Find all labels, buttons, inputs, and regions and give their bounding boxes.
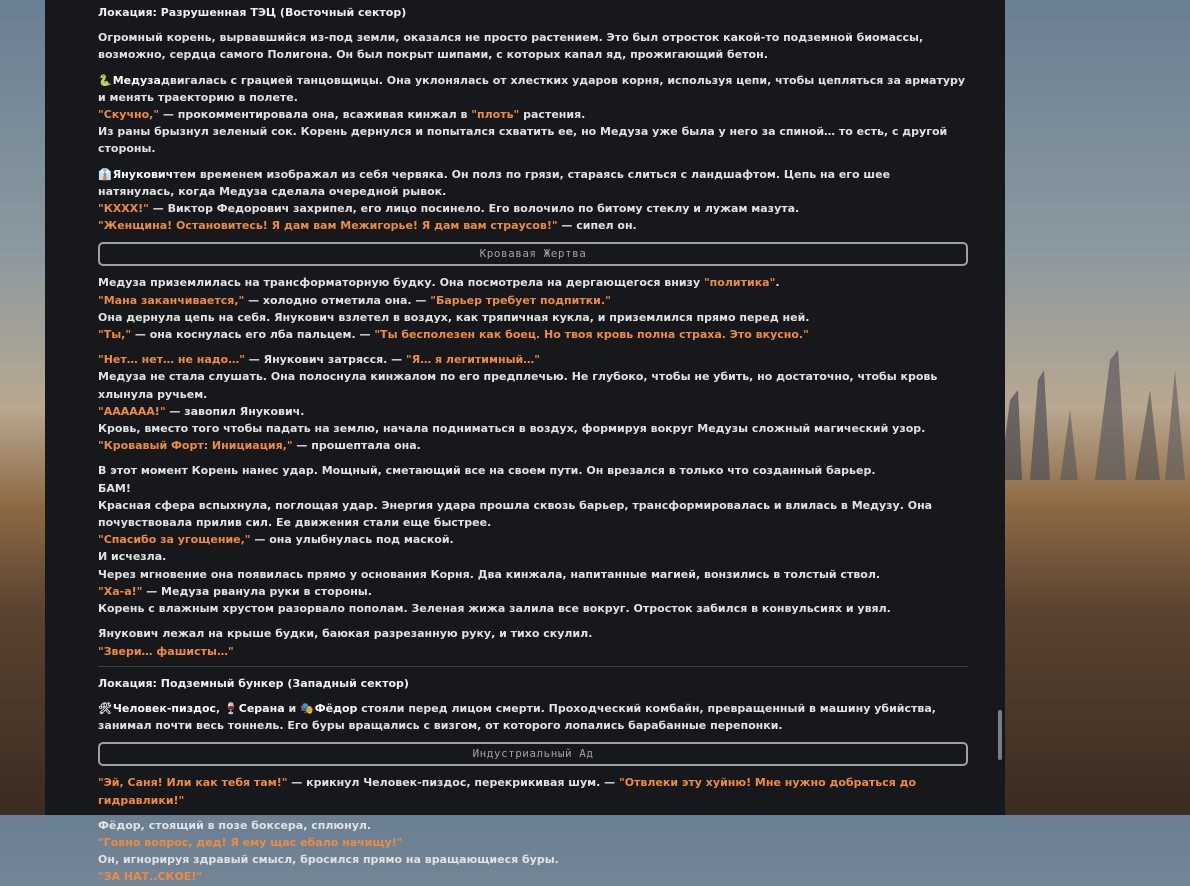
chat-panel bbox=[45, 0, 1005, 884]
scene-banner: Кровавая Жертва bbox=[98, 242, 968, 266]
paragraph-group: "Эй, Саня! Или как тебя там!" — крикнул Человек-пиздос, перекрикивая шум. — "Отвлеки эту хуйню! Мне нужно добраться до гидравлики!" bbox=[98, 776, 917, 807]
paragraph-group: Фёдор, стоящий в позе боксера, сплюнул. "Говно вопрос, дед! Я ему щас ебало начищу!" Он, игнорируя здравый смысл, бросился прямо на вращающиеся буры. "ЗА НАТ..СКОЕ!" bbox=[98, 817, 968, 886]
character-name: Серана bbox=[238, 701, 285, 715]
character-name: Янукович bbox=[112, 167, 174, 181]
quote: "плоть" bbox=[471, 108, 520, 122]
quote: "Нет… нет… не надо…" bbox=[98, 353, 245, 367]
story-message bbox=[98, 0, 968, 886]
yanukovich-block: 👔Януковичтем временем изображал из себя червяка. Он полз по грязи, стараясь слиться с ландшафтом. Цепь на его шее натянулась, когда Медуза сделала очередной рывок. "КХХХ!" — Виктор Федорович захрипел, его лицо посинело. Его волочило по битому стеклу и лужам мазута. "Женщина! Остановитесь! Я дам вам Межигорье! Я дам вам страусов!" — сипел он. bbox=[98, 167, 891, 233]
quote: "Барьер требует подпитки." bbox=[430, 293, 611, 307]
quote: "Спасибо за угощение," bbox=[98, 533, 251, 547]
character-name: Человек-пиздос bbox=[112, 701, 217, 715]
paragraph: Огромный корень, вырвавшийся из-под земли, оказался не просто растением. Это был отросток какой-то подземной биомассы, возможно, сердца самого Полигона. Он был покрыт шипами, с которых капал яд, прожигающий бетон. bbox=[98, 31, 924, 62]
tools-icon: 🛠 bbox=[98, 701, 112, 715]
quote: "Отвлеки эту хуйню! Мне нужно добраться до гидравлики!" bbox=[98, 776, 917, 807]
character-name: Фёдор bbox=[314, 701, 358, 715]
quote: "КХХХ!" bbox=[98, 202, 149, 216]
wine-glass-icon: 🍷 bbox=[224, 701, 238, 715]
quote: "Ты," bbox=[98, 328, 132, 342]
paragraph-group: Медуза приземлилась на трансформаторную будку. Она посмотрела на дергающегося внизу "политика". "Мана заканчивается," — холодно отметила она. — "Барьер требует подпитки." Она дернула цепь на себя. Янукович взлетел в воздух, как тряпичная кукла, и приземлился прямо перед ней. "Ты," — она коснулась его лба пальцем. — "Ты бесполезен как боец. Но твоя кровь полна страха. Это вкусно." bbox=[98, 276, 810, 342]
necktie-icon: 👔 bbox=[98, 167, 112, 181]
snake-icon: 🐍 bbox=[98, 73, 112, 87]
quote: "Ха-а!" bbox=[98, 584, 143, 598]
quote: "Я… я легитимный…" bbox=[406, 353, 540, 367]
bunker-block: 🛠Человек-пиздос, 🍷Серана и 🎭Фёдор стояли перед лицом смерти. Проходческий комбайн, превращенный в машину убийства, занимал почти весь тоннель. Его буры вращались с визгом, от которого лопались барабанные перепонки. bbox=[98, 701, 936, 733]
theater-masks-icon: 🎭 bbox=[300, 701, 314, 715]
divider bbox=[98, 666, 968, 667]
scene-banner: Индустриальный Ад bbox=[98, 742, 968, 766]
quote: "Скучно," bbox=[98, 108, 160, 122]
quote: "Звери… фашисты…" bbox=[98, 644, 234, 658]
quote: "Женщина! Остановитесь! Я дам вам Межигорье! Я дам вам страусов!" bbox=[98, 219, 558, 233]
background-ruins bbox=[1000, 340, 1190, 480]
scrollbar-thumb[interactable] bbox=[998, 710, 1002, 760]
paragraph-group: "Нет… нет… не надо…" — Янукович затрясся. — "Я… я легитимный…" Медуза не стала слушать. Она полоснула кинжалом по его предплечью. Не глубоко, чтобы не убить, но достаточно, чтобы кровь хлынула ручьем. "АААААА!" — завопил Янукович. Кровь, вместо того чтобы падать на землю, начала подниматься в воздух, формируя вокруг Медузы сложный магический узор. "Кровавый Форт: Инициация," — прошептала она. bbox=[98, 353, 938, 453]
quote: "АААААА!" bbox=[98, 404, 166, 418]
character-name: Медуза bbox=[112, 73, 161, 87]
paragraph-group: Янукович лежал на крыше будки, баюкая разрезанную руку, и тихо скулил. "Звери… фашисты…" bbox=[98, 625, 968, 659]
medusa-block: 🐍Медузадвигалась с грацией танцовщицы. Она уклонялась от хлестких ударов корня, используя цепи, чтобы цепляться за арматуру и менять траекторию в полете. "Скучно," — прокомментировала она, всаживая кинжал в "плоть" растения. Из раны брызнул зеленый сок. Корень дернулся и попытался схватить ее, но Медуза уже была у него за спиной… то есть, с другой стороны. bbox=[98, 73, 966, 156]
quote: "Кровавый Форт: Инициация," bbox=[98, 439, 293, 453]
paragraph-group: В этот момент Корень нанес удар. Мощный, сметающий все на своем пути. Он врезался в только что созданный барьер. БАМ! Красная сфера вспыхнула, поглощая удар. Энергия удара прошла сквозь барьер, трансформировалась и влилась в Медузу. Она почувствовала прилив сил. Ее движения стали еще быстрее. "Спасибо за угощение," — она улыбнулась под маской. И исчезла. Через мгновение она появилась прямо у основания Корня. Два кинжала, напитанные магией, вонзились в толстый ствол. "Ха-а!" — Медуза рванула руки в стороны. Корень с влажным хрустом разорвало пополам. Зеленая жижа залила все вокруг. Отросток забился в конвульсиях и увял. bbox=[98, 464, 933, 616]
quote: "Мана заканчивается," bbox=[98, 293, 245, 307]
quote: "Эй, Саня! Или как тебя там!" bbox=[98, 776, 288, 790]
quote: "политика" bbox=[703, 276, 776, 290]
quote: "ЗА НАТ..СКОЕ!" bbox=[98, 870, 203, 884]
quote: "Говно вопрос, дед! Я ему щас ебало начищу!" bbox=[98, 835, 403, 849]
location-heading: Локация: Разрушенная ТЭЦ (Восточный сектор) bbox=[98, 6, 407, 19]
location-heading: Локация: Подземный бункер (Западный сектор) bbox=[98, 676, 409, 690]
quote: "Ты бесполезен как боец. Но твоя кровь полна страха. Это вкусно." bbox=[374, 328, 809, 342]
